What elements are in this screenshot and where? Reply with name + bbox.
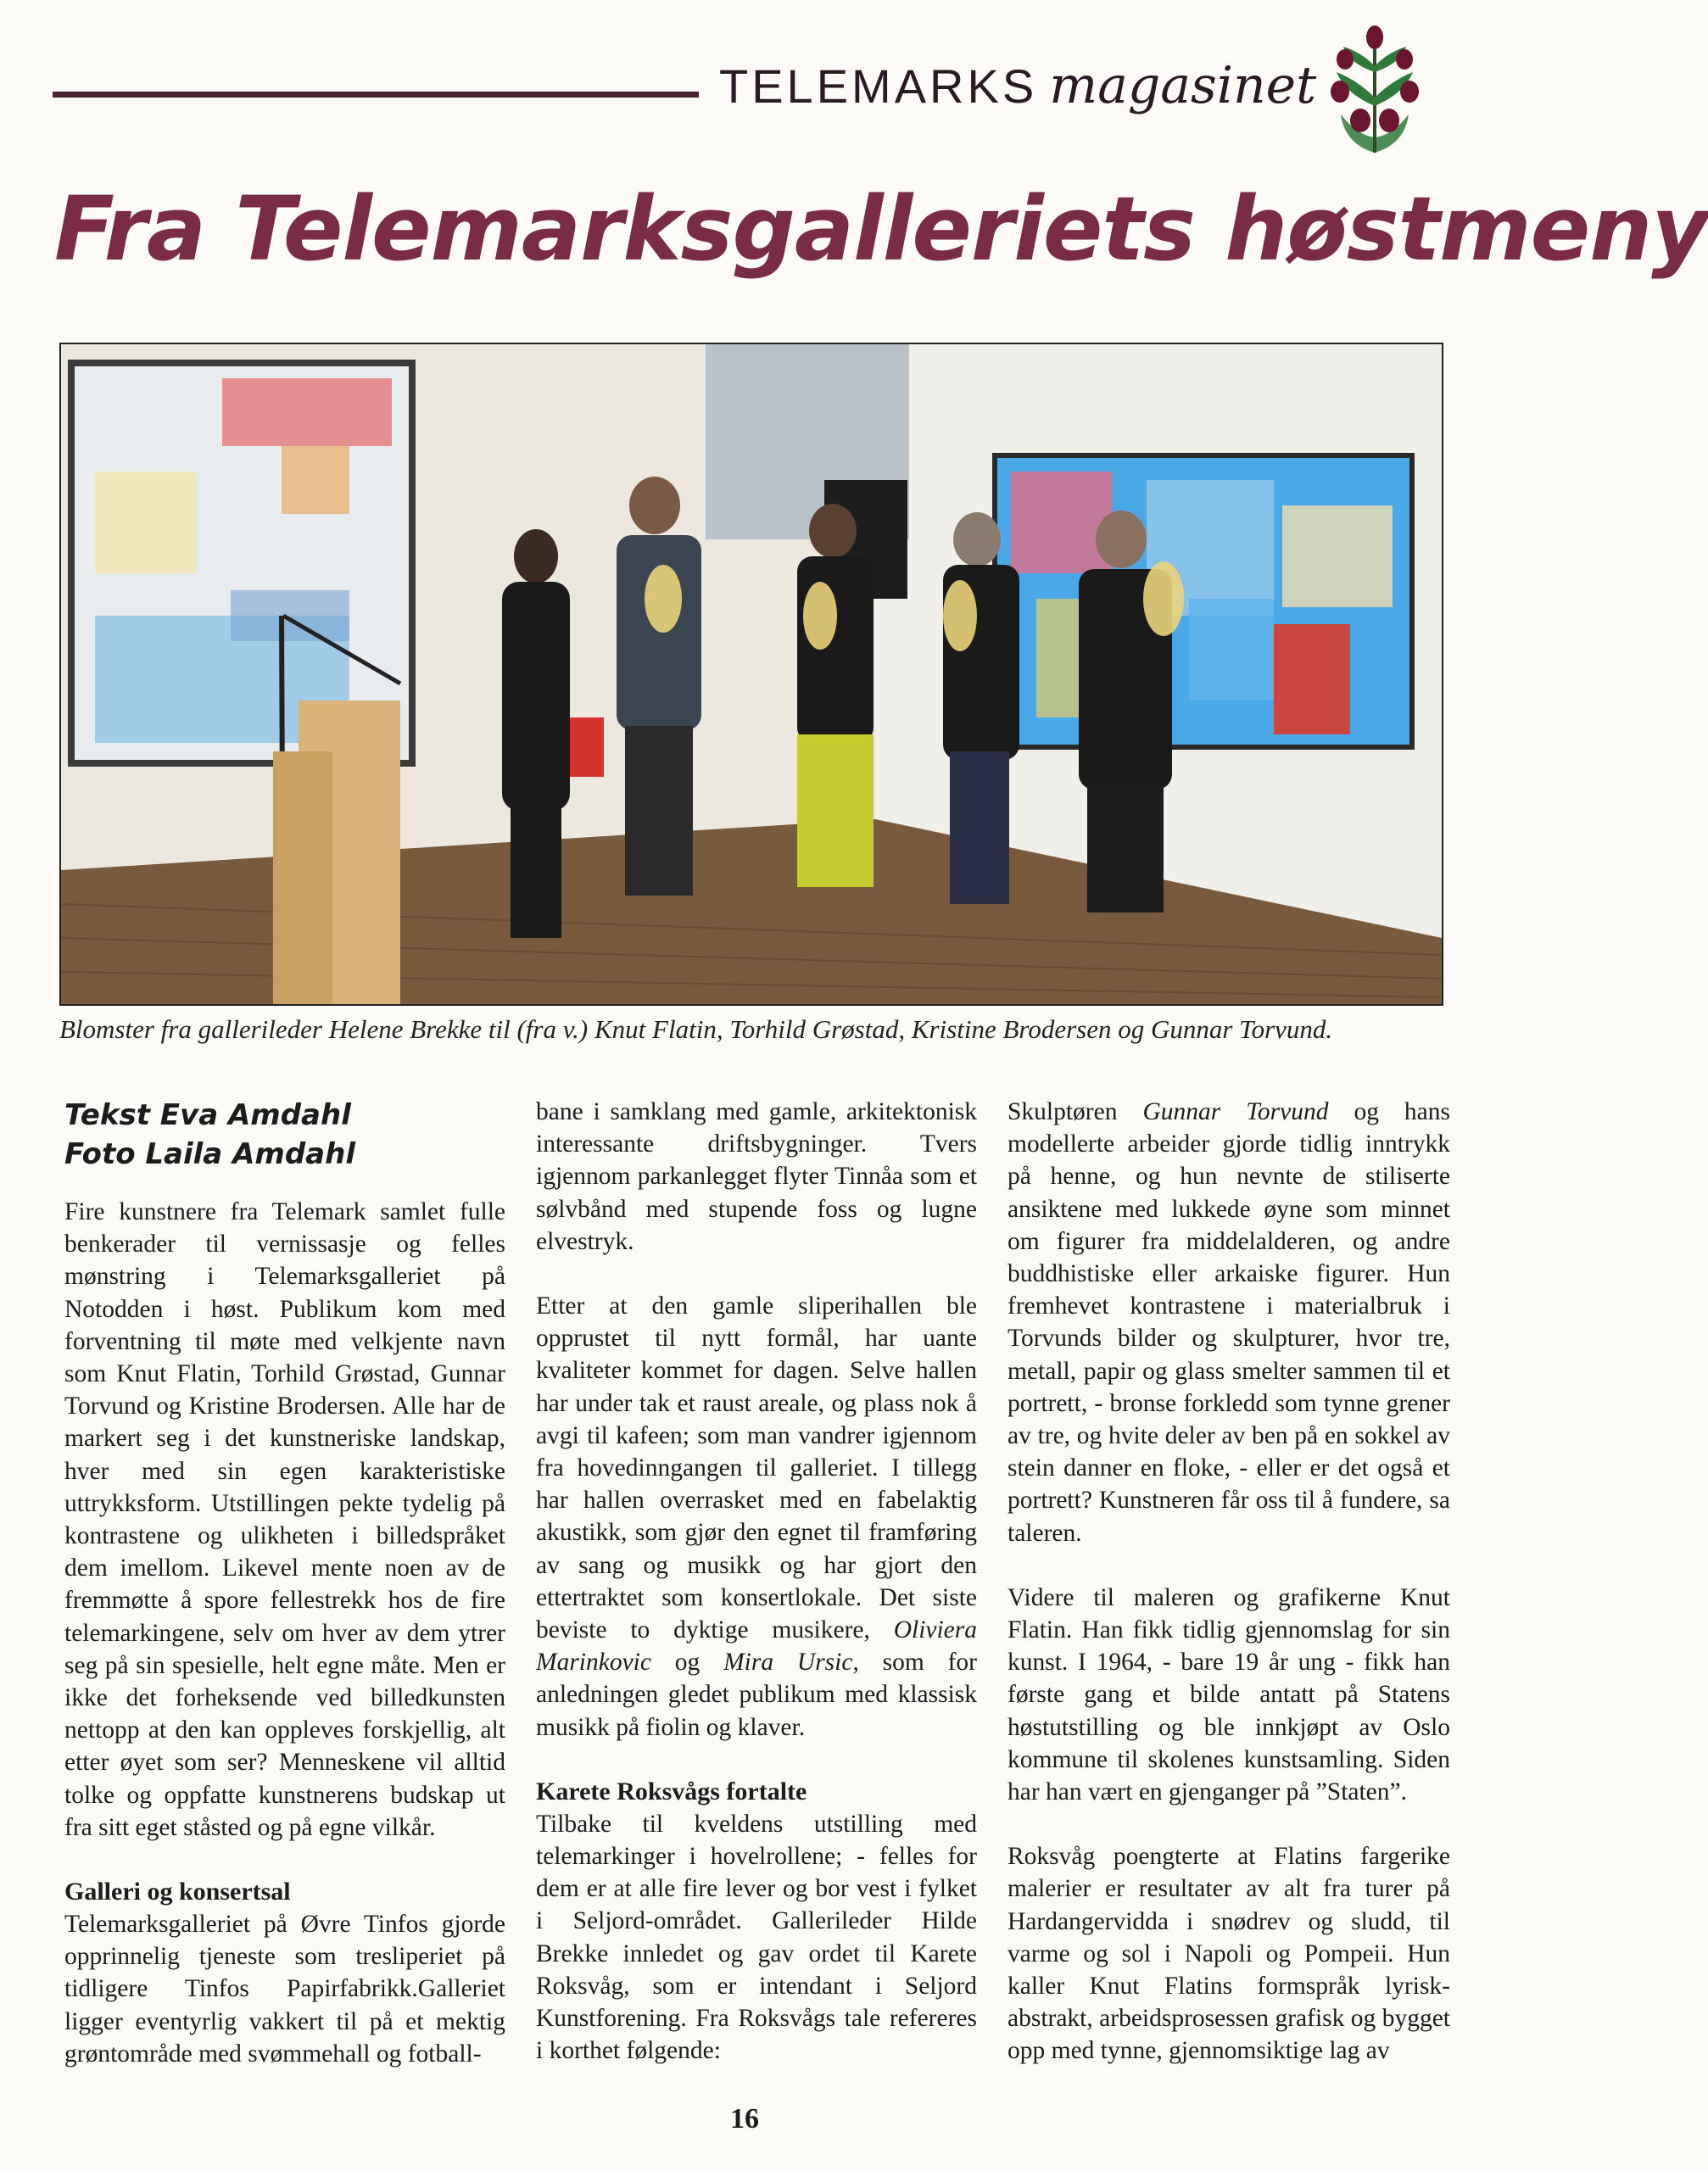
flower-logo-icon [1320, 25, 1430, 161]
subheading-roksvag: Karete Roksvågs fortalte [536, 1777, 807, 1805]
byline [64, 1096, 505, 1174]
paragraph [1007, 1096, 1450, 1549]
paragraph-text: Skulptøren [1007, 1098, 1143, 1125]
masthead [719, 56, 1317, 115]
paragraph-text: og hans modellerte arbeider gjorde tidlig inntrykk på henne, og hun nevnte de stiliserte ansiktene med lukkede øyne som minnet om figurer fra middelalderen, og andre buddhistiske eller arkaiske figurer. Hun fremhevet kontrastene i materialbruk i Torvunds bilder og skulpturer, hvor tre, metall, papir og glass smelter sammen til et portrett, - bronse forkledd som tynne grener av tre, og hvite deler av ben på en sokkel av stein danner en floke, - eller er det også et portrett? Kunstneren får oss til å fundere, sa taleren. [1007, 1098, 1451, 1547]
sculptor-name: Gunnar Torvund [1142, 1098, 1329, 1125]
gallery-photo [59, 343, 1443, 1006]
column-1 [64, 1096, 505, 2102]
musician-name: Mira Ursic [723, 1649, 853, 1677]
subheading-galleri: Galleri og konsertsal [64, 1878, 291, 1906]
masthead-telemarks: TELEMARKS [719, 59, 1038, 113]
column-3 [1007, 1096, 1450, 2100]
paragraph [536, 1290, 977, 1744]
masthead-magasinet: magasinet [1049, 56, 1317, 115]
paragraph: Roksvåg poengterte at Flatins fargerike malerier er resultater av alt fra turer på Hardangervidda i snødrev og sludd, til varme og sol i Napoli og Pompeii. Hun kaller Knut Flatins formspråk lyrisk-abstrakt, arbeidsprosessen grafisk og bygget opp med tynne, gjennomsiktige lag av [1007, 1843, 1450, 2065]
byline-text: Tekst Eva Amdahl [64, 1098, 351, 1132]
byline-photo: Foto Laila Amdahl [64, 1137, 355, 1171]
paragraph: Telemarksgalleriet på Øvre Tinfos gjorde opprinnelig tjeneste som tresliperiet på tidligere Tinfos Papirfabrikk.Galleriet ligger eventyrlig vakkert til på et mektig grøntområde med svømmehall og fotball- [64, 1911, 505, 2068]
photo-caption: Blomster fra gallerileder Helene Brekke til (fra v.) Knut Flatin, Torhild Grøstad, Kristine Brodersen og Gunnar Torvund. [59, 1014, 1333, 1044]
header-rule [53, 92, 699, 98]
musician-name: Oliviera Marinkovic [536, 1616, 977, 1677]
paragraph: Videre til maleren og grafikerne Knut Flatin. Han fikk tidlig gjennomslag for sin kunst. I 1964, - bare 19 år ung - fikk han første gang et bilde antatt på Statens høstutstilling og ble innkjøpt av Oslo kommune til skolenes kunstsamling. Siden har han vært en gjenganger på ”Staten”. [1007, 1583, 1450, 1806]
paragraph: bane i samklang med gamle, arkitektonisk interessante driftsbygninger. Tvers igjennom parkanlegget flyter Tinnåa som et sølvbånd med stupende foss og lugne elvestryk. [536, 1098, 977, 1255]
paragraph-text: , som for anledningen gledet publikum med klassisk musikk på fiolin og klaver. [536, 1649, 978, 1741]
column-2 [536, 1096, 977, 2099]
article-title: Fra Telemarksgalleriets høstmeny [54, 177, 1708, 281]
paragraph: Fire kunstnere fra Telemark samlet fulle benkerader til vernissasje og felles mønstring i Telemarksgalleriet på Notodden i høst. Publikum kom med forventning til møte med velkjente navn som Knut Flatin, Torhild Grøstad, Gunnar Torvund og Kristine Brodersen. Alle har de markert seg i det kunstneriske landskap, hver med sin egen karakteristiske uttrykksform. Utstillingen pekte tydelig på kontrastene og ulikheten i billedspråket dem imellom. Likevel mente noen av de fremmøtte å spore fellestrekk hos de fire telemarkingene, selv om hver av dem ytrer seg på sin spesielle, helt egne måte. Men er ikke det forheksende ved billedkunsten nettopp at den kan oppleves forskjellig, alt etter øyet som ser? Menneskene vil alltid tolke og oppfatte kunstnerens budskap ut fra sitt eget ståsted og på egne vilkår. [64, 1198, 505, 1841]
paragraph-text: og [650, 1649, 724, 1677]
paragraph: Tilbake til kveldens utstilling med telemarkinger i hovelrollene; - felles for dem er at alle fire lever og bor vest i fylket i Seljord-området. Gallerileder Hilde Brekke innledet og gav ordet til Karete Roksvåg, som er intendant i Seljord Kunstforening. Fra Roksvågs tale refereres i korthet følgende: [536, 1810, 977, 2065]
paragraph-text: Etter at den gamle sliperihallen ble opprustet til nytt formål, har uante kvaliteter kommet for dagen. Selve hallen har under tak et raust areale, og plass nok å avgi til kafeen; som man vandrer igjennom fra hovedinngangen til galleriet. I tillegg har hallen overrasket med en fabelaktig akustikk, som gjør den egnet til framføring av sang og musikk og har gjort den ettertraktet som konsertlokale. Det siste beviste to dyktige musikere, [536, 1292, 977, 1644]
page-number: 16 [730, 2103, 759, 2135]
